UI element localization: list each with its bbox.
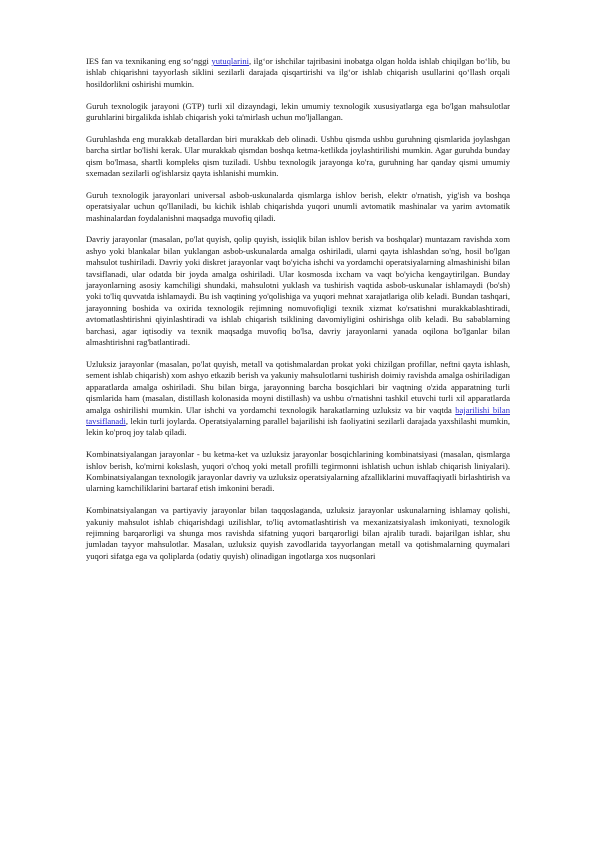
paragraph-1-text-after: , ilg‘or ishchilar tajribasini inobatga olgan holda ishlab chiqilgan bo‘lib, bu ishlab chiqarishni tayyorlash siklini sezilarli darajada qisqartirishi va ilg‘or ishlab chiqarish usullarini qo‘llash orqali hosildorlikni oshirishi mumkin. [86, 56, 510, 89]
paragraph-4 [86, 190, 510, 224]
paragraph-5 [86, 234, 510, 348]
paragraph-3 [86, 134, 510, 180]
paragraph-2-text: Guruh texnologik jarayoni (GTP) turli xil dizayndagi, lekin umumiy texnologik xususiyatlarga ega bo'lgan mahsulotlar guruhlarini birgalikda ishlab chiqarish yoki ta'mirlash uchun mo'ljallangan. [86, 100, 510, 123]
paragraph-6-text: Uzluksiz jarayonlar (masalan, po'lat quyish, metall va qotishmalardan prokat yoki chizilgan profillar, neftni qayta ishlash, sement ishlab chiqarish) xom ashyo etkazib berish va yakuniy mahsulotlarni tushirish doimiy ravishda amalga oshiriladigan apparatlarda amalga oshiriladi. Shu bilan birga, jarayonning barcha bosqichlari bir vaqtning o'zida apparatning turli qismlarida ham (masalan, distillash kolonasida moyni distillash) va ushbu o'rnatishni tashkil etuvchi turli xil apparatlarda amalga oshirilishi mumkin. Ular ishchi va yordamchi texnologik harakatlarning uzluksiz va bir vaqtda [86, 358, 510, 415]
paragraph-6-text-after: , lekin turli joylarda. Operatsiyalarning parallel bajarilishi ish faoliyatini sezilarli darajada yaxshilashi mumkin, lekin ko'proq joy talab qiladi. [86, 415, 510, 438]
paragraph-2 [86, 101, 510, 124]
link-yutuqlarini[interactable]: yutuqlarini [211, 56, 249, 66]
paragraph-6 [86, 359, 510, 439]
paragraph-3-text: Guruhlashda eng murakkab detallardan biri murakkab deb olinadi. Ushbu qismda ushbu guruhning qismlarida joylashgan barcha sirtlar bo'lishi kerak. Ular murakkab qismdan boshqa ketma-ketlikda joylashtirilishi mumkin. Agar guruhda bunday qism bo'lmasa, shartli kompleks qism tuziladi. Ushbu texnologik jarayonga ko'ra, guruhning har qanday qismi umumiy sxemadan sezilarli og'ishlarsiz qayta ishlanishi mumkin. [86, 133, 510, 179]
link-bajarilishi[interactable]: bajarilishi bilan tavsiflanadi [86, 404, 510, 426]
paragraph-5-text: Davriy jarayonlar (masalan, po'lat quyish, qolip quyish, issiqlik bilan ishlov berish va boshqalar) muntazam ravishda xom ashyo yoki blankalar bilan yuklangan asbob-uskunalarda amalga oshiriladi, ularni qayta ishlashdan so'ng, hosil bo'lgan mahsulot tushiriladi. Davriy yoki diskret jarayonlar vaqt bo'yicha ishchi va yordamchi operatsiyalarning almashinishi bilan tavsiflanadi, ular odatda bir joyda amalga oshiriladi. Ular kosmosda ixcham va vaqt bo'yicha kengaytirilgan. Bunday jarayonlarning asosiy kamchiligi shundaki, mahsulotni yuklash va tushirish vaqtida asbob-uskunalar ishlamaydi (bo'sh) yoki to'liq quvvatda ishlamaydi. Bu ish vaqtining yo'qolishiga va yuqori mehnat xarajatlariga olib keladi. Bundan tashqari, jarayonning boshida va oxirida texnologik rejimning nomuvofiqligi texnik xizmat ko'rsatishni murakkablashtiradi, avtomatlashtirishni qiyinlashtiradi va ishlab chiqarish tsiklining davomiyligini oshirishga olib keladi. Bu sabablarning barchasi, agar iqtisodiy va texnik maqsadga muvofiq bo'lsa, davriy jarayonlarni yanada oqilona bo'lganlar bilan almashtirishni rag'batlantiradi. [86, 234, 510, 348]
paragraph-8 [86, 505, 510, 562]
paragraph-4-text: Guruh texnologik jarayonlari universal asbob-uskunalarda qismlarga ishlov berish, elektr o'rnatish, yig'ish va boshqa operatsiyalar uchun qo'llaniladi, bu kichik ishlab chiqarishda yuqori unumli avtomatik mashinalar va yarim avtomatik mashinalardan foydalanishni maqsadga muvofiq qiladi. [86, 189, 510, 223]
paragraph-8-text: Kombinatsiyalangan va partiyaviy jarayonlar bilan taqqoslaganda, uzluksiz jarayonlar uskunalarning ishlamay qolishi, yakuniy mahsulot ishlab chiqarishdagi uzilishlar, to'liq avtomatlashtirish va mexanizatsiyalash imkoniyati, texnologik rejimning barqarorligi va shunga mos ravishda sifatning yuqori barqarorligi bilan ajralib turadi. bajarilgan ishlar, shu jumladan tayyor mahsulotlar. Masalan, uzluksiz quyish zavodlarida tayyorlangan metall va qotishmalarning quymalari yuqori sifatga ega va qoliplarda (odatiy quyish) olinadigan ingotlarga xos nuqsonlari [86, 505, 510, 561]
paragraph-1-text: IES fan va texnikaning eng so‘nggi [86, 56, 212, 66]
paragraph-1 [86, 56, 510, 90]
document-page [86, 56, 510, 573]
paragraph-7 [86, 449, 510, 495]
paragraph-7-text: Kombinatsiyalangan jarayonlar - bu ketma-ket va uzluksiz jarayonlar bosqichlarining kombinatsiyasi (masalan, qismlarga ishlov berish, ko'mirni kokslash, yuqori o'choq yoki metall profilli tegirmonni ishlatish uchun ishlab chiqarish liniyalari). Kombinatsiyalangan texnologik jarayonlar davriy va uzluksiz operatsiyalarning afzalliklarini muvaffaqiyatli birlashtirish va ularning kamchiliklarini bartaraf etish imkonini beradi. [86, 449, 510, 494]
